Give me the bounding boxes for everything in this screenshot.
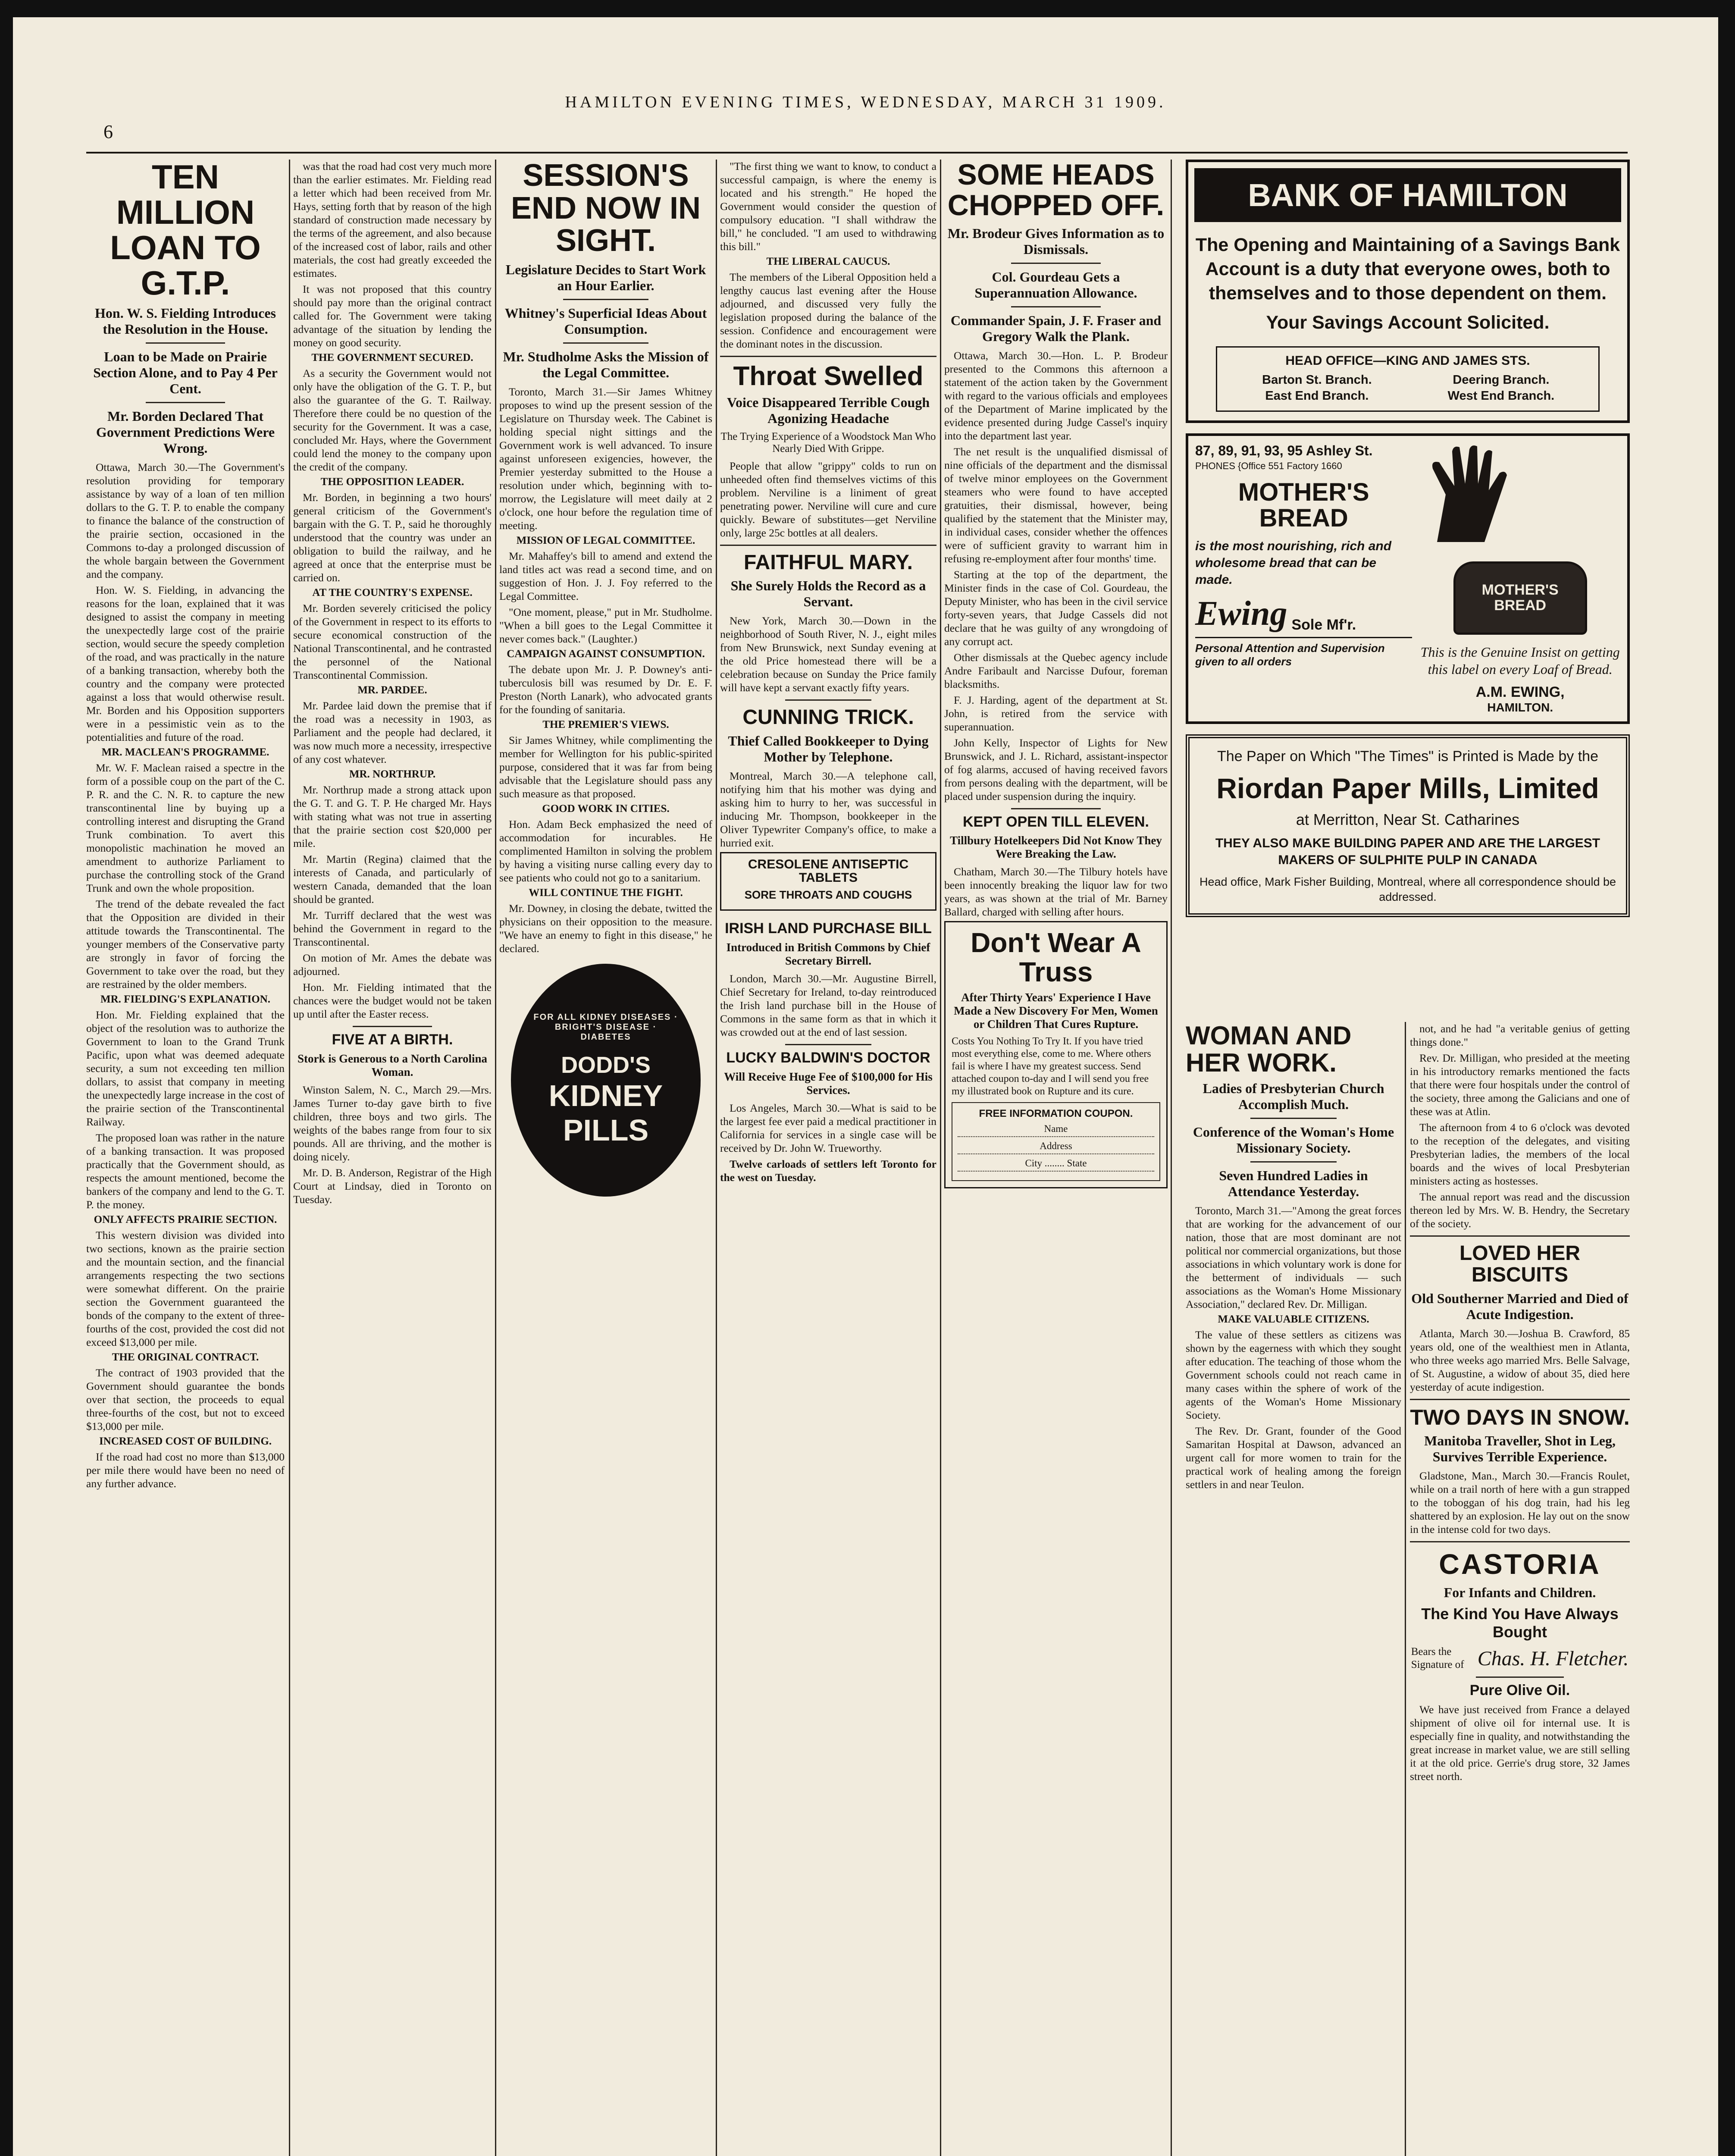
subhead: THE LIBERAL CAUCUS. bbox=[766, 256, 890, 267]
column-1 bbox=[86, 160, 285, 2156]
paragraph: The annual report was read and the discussion thereon led by Mrs. W. B. Hendry, the Secretary of the society. bbox=[1410, 1191, 1630, 1230]
story-headline: IRISH LAND PURCHASE BILL bbox=[725, 920, 932, 937]
divider bbox=[563, 299, 648, 300]
deck: Tillbury Hotelkeepers Did Not Know They Were Breaking the Law. bbox=[950, 834, 1162, 861]
deck: Whitney's Superficial Ideas About Consumption. bbox=[504, 305, 707, 337]
ad-brand: DODD'S bbox=[561, 1052, 651, 1078]
ad-headline: Don't Wear A Truss bbox=[971, 927, 1141, 987]
column-6a bbox=[1186, 1022, 1401, 2156]
bank-office: HEAD OFFICE—KING AND JAMES STS. bbox=[1285, 353, 1530, 368]
subhead: MR. MACLEAN'S PROGRAMME. bbox=[101, 746, 269, 758]
divider bbox=[1250, 1118, 1337, 1119]
column-divider bbox=[1171, 160, 1172, 2156]
paragraph: Mr. W. F. Maclean raised a spectre in the form of a possible coup on the part of the C. P. R. and the C. N. R. to capture the new transcontinental line by buying up a controlling interest and disrupting the Grand Trunk combination. To avert this monopolistic machination he moved an amendment to authorize Parliament to purchase the controlling stock of the Grand Trunk and own the whole proposition. bbox=[86, 761, 285, 894]
subhead: THE GOVERNMENT SECURED. bbox=[311, 352, 473, 364]
subhead: THE OPPOSITION LEADER. bbox=[320, 476, 464, 488]
story-headline: Pure Olive Oil. bbox=[1469, 1682, 1570, 1699]
ad-deck: After Thirty Years' Experience I Have Made a New Discovery For Men, Women or Children That Cures Rupture. bbox=[954, 990, 1158, 1031]
bread-sole-mfr: Sole Mf'r. bbox=[1291, 617, 1356, 633]
deck: Manitoba Traveller, Shot in Leg, Survives Terrible Experience. bbox=[1424, 1433, 1616, 1465]
bank-of-hamilton-ad bbox=[1186, 160, 1630, 423]
ad-deck: Voice Disappeared Terrible Cough Agonizing Headache bbox=[727, 395, 930, 426]
column-divider bbox=[495, 160, 496, 2156]
paragraph: "The first thing we want to know, to conduct a successful campaign, is where the enemy is located and his strength." He hoped the Government would consider the question of compulsory education. "I shall withdraw the bill," he concluded. "I am used to withdrawing this bill." bbox=[720, 160, 936, 253]
branch: West End Branch. bbox=[1447, 389, 1555, 403]
newspaper-page bbox=[13, 17, 1718, 2156]
subhead: WILL CONTINUE THE FIGHT. bbox=[529, 887, 683, 899]
paragraph: The trend of the debate revealed the fact that the Opposition are divided in their attitude towards the Transcontinental. The younger members of the Conservative party are strongly in favor of forcing the Government to take over the road, but they are restrained by the older members. bbox=[86, 897, 285, 990]
deck: Mr. Brodeur Gives Information as to Dismissals. bbox=[947, 225, 1165, 257]
riordan-office: Head office, Mark Fisher Building, Montreal, where all correspondence should be addressed. bbox=[1199, 875, 1616, 903]
paragraph: Twelve carloads of settlers left Toronto for the west on Tuesday. bbox=[720, 1157, 936, 1184]
castoria-ad-title: CASTORIA bbox=[1439, 1548, 1601, 1580]
castoria-signature: Chas. H. Fletcher. bbox=[1477, 1647, 1629, 1670]
paragraph: The proposed loan was rather in the nature of a banking transaction. It was proposed practically that the Government should, as respects the amount mentioned, become the bankers of the company and lend to the G. T. P. the money. bbox=[86, 1131, 285, 1211]
riordan-intro: The Paper on Which "The Times" is Printed is Made by the bbox=[1217, 748, 1598, 765]
coupon-name-field: Name bbox=[958, 1123, 1154, 1137]
paragraph: It was not proposed that this country should pay more than the original contract called for. The Government were taking advantage of the situation by lending the money on good security. bbox=[293, 283, 492, 349]
subhead: MAKE VALUABLE CITIZENS. bbox=[1218, 1313, 1369, 1325]
paragraph: Mr. Downey, in closing the debate, twitted the physicians on their opposition to the measure. "We have an enemy to fight in this disease," he declared. bbox=[499, 902, 712, 955]
divider bbox=[1410, 1235, 1630, 1237]
deck: Will Receive Huge Fee of $100,000 for His Services. bbox=[724, 1070, 933, 1097]
castoria-bears: Bears the Signature of bbox=[1411, 1646, 1464, 1671]
paragraph: The value of these settlers as citizens was shown by the eagerness with which they sought after education. The teaching of those whom the Government schools could not reach came in many cases within the sphere of work of the agents of the Woman's Home Missionary Society. bbox=[1186, 1329, 1401, 1421]
divider bbox=[785, 1044, 872, 1045]
subhead: AT THE COUNTRY'S EXPENSE. bbox=[312, 587, 473, 599]
deck: Introduced in British Commons by Chief Secretary Birrell. bbox=[726, 940, 930, 967]
deck: She Surely Holds the Record as a Servant. bbox=[730, 578, 926, 610]
ad-body: Costs You Nothing To Try It. If you have tried most everything else, come to me. Where others fail is where I have my greatest success. Send attached coupon to-day and I will send you free my illustrated book on Rupture and its cure. bbox=[952, 1035, 1151, 1097]
deck: Hon. W. S. Fielding Introduces the Resolution in the House. bbox=[95, 305, 276, 337]
paragraph: Mr. Northrup made a strong attack upon the G. T. and G. T. P. He charged Mr. Hays with stating what was not true in asserting that the prairie section cost $20,000 per mile. bbox=[293, 783, 492, 849]
column-2 bbox=[293, 160, 492, 2156]
bank-body: The Opening and Maintaining of a Savings Bank Account is a duty that everyone owes, both to themselves and to those dependent on them. bbox=[1195, 235, 1620, 304]
paragraph: If the road had cost no more than $13,000 per mile there would have been no need of any further advance. bbox=[86, 1450, 285, 1490]
paragraph: Rev. Dr. Milligan, who presided at the meeting in his introductory remarks mentioned the facts that there were four hospitals under the control of the society, three among the Galicians and one of these was at Atlin. bbox=[1410, 1052, 1630, 1118]
castoria-tagline: The Kind You Have Always Bought bbox=[1421, 1605, 1619, 1641]
deck: Seven Hundred Ladies in Attendance Yesterday. bbox=[1219, 1168, 1368, 1199]
story-headline: CUNNING TRICK. bbox=[742, 706, 914, 729]
paragraph: not, and he had "a veritable genius of getting things done." bbox=[1410, 1022, 1630, 1048]
paragraph: F. J. Harding, agent of the department at St. John, is retired from the service with superannuation. bbox=[944, 693, 1168, 733]
divider bbox=[146, 402, 225, 403]
subhead: ONLY AFFECTS PRAIRIE SECTION. bbox=[94, 1213, 277, 1225]
paragraph: Mr. Borden severely criticised the policy of the Government in respect to its efforts to secure economical construction of the National Transcontinental, and he contrasted the personnel of the National Transcontinental Commission. bbox=[293, 602, 492, 681]
divider bbox=[1011, 263, 1100, 264]
branch-table bbox=[1223, 372, 1592, 404]
subhead: MISSION OF LEGAL COMMITTEE. bbox=[516, 534, 695, 546]
bread-address: 87, 89, 91, 93, 95 Ashley St. bbox=[1195, 442, 1373, 458]
story-headline: FIVE AT A BIRTH. bbox=[332, 1031, 453, 1048]
deck: Thief Called Bookkeeper to Dying Mother by Telephone. bbox=[728, 733, 929, 765]
bread-personal: Personal Attention and Supervision given to all orders bbox=[1195, 637, 1412, 668]
bread-phones: PHONES {Office 551 Factory 1660 bbox=[1195, 460, 1342, 471]
paragraph: The net result is the unqualified dismissal of nine officials of the department and the dismissal of twelve minor employees on the Government steamers who were found to have accepted gratuities, their dismissal, however, being qualified by the statement that the Minister may, in individual cases, consider whether the offences were of sufficient gravity to warrant him in refusing re-employment after four months' time. bbox=[944, 445, 1168, 565]
paragraph: Ottawa, March 30.—Hon. L. P. Brodeur presented to the Commons this afternoon a statement of the action taken by the Government with regard to the various officials and employees of the Department of Marine implicated by the evidence presented during Judge Cassel's inquiry into the department last year. bbox=[944, 349, 1168, 442]
headline: SESSION'S END NOW IN SIGHT. bbox=[511, 160, 701, 258]
paragraph: Gladstone, Man., March 30.—Francis Roulet, while on a trail north of here with a gun strapped to the toboggan of his dog train, had his leg shattered by an explosion. He lay out on the snow in the intense cold for two days. bbox=[1410, 1470, 1630, 1536]
paragraph: Mr. Pardee laid down the premise that if the road was a necessity in 1903, as Parliament and the people had declared, it was now much more a necessity, irrespective of any cost whatever. bbox=[293, 699, 492, 765]
paragraph: Toronto, March 31.—"Among the great forces that are working for the advancement of our nation, those that are most dominant are not political nor commercial organizations, but those associations in which voluntary work is done for the betterment of individuals — such associations as the Woman's Home Missionary Association," declared Rev. Dr. Milligan. bbox=[1186, 1204, 1401, 1310]
page-number: 6 bbox=[103, 121, 113, 142]
divider bbox=[1476, 1677, 1564, 1678]
paragraph: John Kelly, Inspector of Lights for New Brunswick, and J. L. Richard, assistant-inspector of fog alarms, accused of having received favors from persons dealing with the department, will be placed under suspension during the inquiry. bbox=[944, 736, 1168, 802]
divider bbox=[720, 356, 936, 357]
paragraph: Mr. Turriff declared that the west was behind the Government in regard to the Transcontinental. bbox=[293, 909, 492, 948]
riordan-products: THEY ALSO MAKE BUILDING PAPER AND ARE THE LARGEST MAKERS OF SULPHITE PULP IN CANADA bbox=[1215, 836, 1600, 867]
ad-headline: Throat Swelled bbox=[733, 361, 924, 391]
paragraph: Other dismissals at the Quebec agency include Andre Faribault and Narcisse Dufour, foreman blacksmiths. bbox=[944, 651, 1168, 690]
paragraph: Starting at the top of the department, the Minister finds in the case of Col. Gourdeau, the Deputy Minister, who has been in the civil service forty-seven years, that Judge Cassels did not declare that he was guilty of any wrongdoing of any corrupt act. bbox=[944, 568, 1168, 648]
bread-label: MOTHER'S BREAD bbox=[1453, 561, 1587, 635]
paragraph: Hon. Mr. Fielding intimated that the chances were the budget would not be taken up until after the Easter recess. bbox=[293, 981, 492, 1020]
headline: SOME HEADS CHOPPED OFF. bbox=[947, 160, 1165, 222]
deck: Legislature Decides to Start Work an Hour Earlier. bbox=[505, 261, 706, 293]
divider bbox=[1410, 1399, 1630, 1400]
deck: Old Southerner Married and Died of Acute Indigestion. bbox=[1411, 1290, 1629, 1322]
paragraph: Chatham, March 30.—The Tilbury hotels have been innocently breaking the liquor law for two years, as was shown at the trial of Mr. Barney Ballard, charged with selling after hours. bbox=[944, 865, 1168, 918]
paragraph: was that the road had cost very much more than the earlier estimates. Mr. Fielding read a letter which had been received from Mr. Hays, setting forth that by reason of the high standard of construction made necessary by the terms of the agreement, and also because of the increased cost of labor, rails and other materials, the cost had greatly exceeded the estimates. bbox=[293, 160, 492, 279]
column-5 bbox=[944, 160, 1168, 2156]
subhead: THE ORIGINAL CONTRACT. bbox=[112, 1351, 259, 1363]
bread-title: MOTHER'S BREAD bbox=[1238, 478, 1369, 533]
castoria-sub: For Infants and Children. bbox=[1444, 1585, 1596, 1601]
deck: Commander Spain, J. F. Fraser and Gregory Walk the Plank. bbox=[950, 312, 1162, 344]
divider bbox=[1410, 1541, 1630, 1542]
kidney-pills-ad bbox=[511, 964, 701, 1197]
column-6b bbox=[1410, 1022, 1630, 2156]
column-divider bbox=[289, 160, 290, 2156]
subhead: MR. PARDEE. bbox=[357, 684, 427, 696]
paragraph: Hon. Adam Beck emphasized the need of accommodation for incurables. He complimented Hamilton in solving the problem by having a visiting nurse calling every day to see patients who could not go to a sanitarium. bbox=[499, 818, 712, 884]
paragraph: The members of the Liberal Opposition held a lengthy caucus last evening after the House adjourned, and discussed very fully the legislation proposed during the balance of the session. Confidence and encouragement were the dominant notes in the discussion. bbox=[720, 271, 936, 350]
ad-brand: PILLS bbox=[563, 1113, 649, 1147]
masthead-rule bbox=[86, 152, 1628, 154]
divider bbox=[563, 342, 648, 344]
story-headline: TWO DAYS IN SNOW. bbox=[1410, 1405, 1630, 1429]
deck: Mr. Studholme Asks the Mission of the Legal Committee. bbox=[503, 348, 709, 380]
hand-icon bbox=[1420, 443, 1515, 546]
paragraph: The Rev. Dr. Grant, founder of the Good Samaritan Hospital at Dawson, advanced an urgent call for more women to train for the practical work of healing among the foreign settlers in and near Teulon. bbox=[1186, 1425, 1401, 1491]
headline: TEN MILLION LOAN TO G.T.P. bbox=[110, 160, 261, 302]
bread-maker: A.M. EWING, bbox=[1475, 683, 1565, 700]
coupon bbox=[952, 1102, 1160, 1181]
paragraph: People that allow "grippy" colds to run on unheeded often find themselves victims of this problem. Nerviline is a liniment of great penetrating power. Nerviline will cure and cure quickly. Beware of substitutes—get Nerviline only, large 25c bottles at all dealers. bbox=[720, 460, 936, 539]
paragraph: Mr. Mahaffey's bill to amend and extend the land titles act was read a second time, and on suggestion of Hon. J. J. Foy referred to the Legal Committee. bbox=[499, 549, 712, 602]
paragraph: "One moment, please," put in Mr. Studholme. "When a bill goes to the Legal Committee it never comes back." (Laughter.) bbox=[499, 605, 712, 645]
divider bbox=[353, 1026, 432, 1027]
paragraph: Toronto, March 31.—Sir James Whitney proposes to wind up the present session of the Legislature on Thursday week. The Cabinet is holding special night sittings and the Government work is well advanced. To insure against unforeseen exigencies, however, the Premier yesterday submitted to the House a resolution under which, beginning with to-morrow, the Legislature will meet daily at 2 o'clock, one hour before the regulation time of meeting. bbox=[499, 385, 712, 532]
cresolene-ad bbox=[720, 852, 936, 911]
subhead: THE PREMIER'S VIEWS. bbox=[542, 718, 669, 730]
ad-ring-text: FOR ALL KIDNEY DISEASES · BRIGHT'S DISEASE · DIABETES bbox=[533, 1012, 678, 1042]
subhead: MR. FIELDING'S EXPLANATION. bbox=[100, 993, 271, 1005]
riordan-paper-ad bbox=[1186, 734, 1630, 917]
divider bbox=[720, 545, 936, 546]
column-divider bbox=[940, 160, 941, 2156]
bread-genuine: This is the Genuine Insist on getting this label on every Loaf of Bread. bbox=[1420, 644, 1620, 677]
deck: Ladies of Presbyterian Church Accomplish Much. bbox=[1203, 1081, 1384, 1112]
column-4 bbox=[720, 160, 936, 2156]
paragraph: Mr. D. B. Anderson, Registrar of the High Court at Lindsay, died in Toronto on Tuesday. bbox=[293, 1166, 492, 1206]
paragraph: Hon. W. S. Fielding, in advancing the reasons for the loan, explained that it was designed to assist the company in meeting the unexpectedly large cost of the prairie section, would secure the speedy completion of the road, and was practically in the nature of a banking transaction, whereby both the country and the company were protected against a loss that would otherwise result. Mr. Borden and his Opposition supporters were in a pessimistic vein as to the potentialities and future of the road. bbox=[86, 583, 285, 743]
bread-city: HAMILTON. bbox=[1487, 700, 1553, 714]
ad-deck: The Trying Experience of a Woodstock Man Who Nearly Died With Grippe. bbox=[720, 431, 936, 455]
paragraph: Mr. Martin (Regina) claimed that the interests of Canada, and particularly of western Canada, demanded that the loan should be granted. bbox=[293, 853, 492, 906]
ad-headline: CRESOLENE ANTISEPTIC TABLETS bbox=[748, 857, 909, 885]
deck: Col. Gourdeau Gets a Superannuation Allowance. bbox=[974, 269, 1137, 301]
paragraph: Montreal, March 30.—A telephone call, notifying him that his mother was dying and asking him to hurry to her, was successful in inducing Mr. Thompson, bookkeeper in the Oliver Typewriter Company's office, to make a hurried exit. bbox=[720, 769, 936, 849]
coupon-title: FREE INFORMATION COUPON. bbox=[979, 1107, 1133, 1119]
ads-column bbox=[1186, 160, 1630, 979]
bank-title: BANK OF HAMILTON bbox=[1194, 168, 1621, 222]
paragraph: Ottawa, March 30.—The Government's resolution providing for temporary assistance by way of a loan of ten million dollars to the G. T. P. to enable the company to finance the balance of the construction of the prairie section, occasioned in the Commons to-day a prolonged discussion of the whole bargain between the Government and the company. bbox=[86, 461, 285, 580]
paragraph: Sir James Whitney, while complimenting the member for Wellington for his public-spirited purpose, considered that it was far from being advisable that the Legislature should pass any such measure as that proposed. bbox=[499, 733, 712, 800]
ad-sub: SORE THROATS AND COUGHS bbox=[744, 888, 912, 901]
ad-brand: KIDNEY bbox=[548, 1079, 663, 1113]
paragraph: The debate upon Mr. J. P. Downey's anti-tuberculosis bill was resumed by Dr. E. F. Preston (North Lanark), who advocated grants for the founding of sanitaria. bbox=[499, 663, 712, 716]
paragraph: Hon. Mr. Fielding explained that the object of the resolution was to authorize the Government to loan to the Grand Trunk Pacific, upon what was deemed adequate security, a sum not exceeding ten million dollars, to assist that company in meeting the unexpectedly large increase in the cost of the prairie section of the Transcontinental Railway. bbox=[86, 1008, 285, 1128]
column-divider bbox=[1405, 1022, 1406, 2156]
paragraph: This western division was divided into two sections, known as the prairie section and the mountain section, and the financial arrangements respecting the two sections were somewhat different. On the prairie section the Government guaranteed the bonds of the company to the extent of three-fourths of the cost, provided the cost did not exceed $13,000 per mile. bbox=[86, 1228, 285, 1348]
paragraph: New York, March 30.—Down in the neighborhood of South River, N. J., eight miles from New Brunswick, next Sunday evening at the old Price homestead there will be a celebration because on Sunday the Price family will have kept a servant exactly fifty years. bbox=[720, 614, 936, 694]
paragraph: Los Angeles, March 30.—What is said to be the largest fee ever paid a medical practitioner in California for services in a single case will be received by Dr. John W. Trueworthy. bbox=[720, 1101, 936, 1154]
paragraph: Winston Salem, N. C., March 29.—Mrs. James Turner to-day gave birth to five children, three boys and two girls. The weights of the babes range from four to six pounds. All are thriving, and the mother is doing nicely. bbox=[293, 1083, 492, 1163]
riordan-name: Riordan Paper Mills, Limited bbox=[1216, 772, 1599, 804]
paragraph: As a security the Government would not only have the obligation of the G. T. P., but also the guarantee of the G. T. Railway. Therefore there could be no question of the security for the Government. It was a case, concluded Mr. Hays, where the Government could lend the money to the company upon the credit of the company. bbox=[293, 367, 492, 473]
divider bbox=[1250, 1161, 1337, 1163]
deck: Conference of the Woman's Home Missionary Society. bbox=[1193, 1124, 1394, 1156]
paragraph: London, March 30.—Mr. Augustine Birrell, Chief Secretary for Ireland, to-day reintroduced the Irish land purchase bill in the House of Commons in the same form as that in which it was crowded out at the end of last session. bbox=[720, 972, 936, 1038]
column-3 bbox=[499, 160, 712, 2156]
divider bbox=[1011, 306, 1100, 307]
paragraph: Mr. Borden, in beginning a two hours' general criticism of the Government's bargain with the G. T. P., said he thoroughly understood that the country was under an obligation to build the railway, and he agreed at once that the enterprise must be carried on. bbox=[293, 491, 492, 584]
branch: Deering Branch. bbox=[1453, 373, 1550, 387]
bread-description: is the most nourishing, rich and wholesome bread that can be made. bbox=[1195, 539, 1392, 587]
divider bbox=[1011, 808, 1100, 809]
deck: Stork is Generous to a North Carolina Woman. bbox=[297, 1052, 487, 1078]
story-headline: LOVED HER BISCUITS bbox=[1459, 1242, 1581, 1287]
subhead: CAMPAIGN AGAINST CONSUMPTION. bbox=[507, 648, 705, 660]
bread-maker-name: Ewing bbox=[1195, 595, 1287, 633]
mothers-bread-ad bbox=[1186, 433, 1630, 724]
subhead: MR. NORTHRUP. bbox=[349, 768, 436, 780]
divider bbox=[146, 342, 225, 344]
paragraph: On motion of Mr. Ames the debate was adjourned. bbox=[293, 952, 492, 978]
story-headline: FAITHFUL MARY. bbox=[744, 551, 913, 574]
branch: Barton St. Branch. bbox=[1262, 373, 1372, 387]
story-headline: KEPT OPEN TILL ELEVEN. bbox=[963, 813, 1149, 830]
riordan-location: at Merritton, Near St. Catharines bbox=[1296, 810, 1520, 828]
paragraph: Atlanta, March 30.—Joshua B. Crawford, 85 years old, one of the wealthiest men in Atlanta, who three weeks ago married Mrs. Belle Salvage, of St. Augustine, a widow of about 35, died here yesterday of acute indigestion. bbox=[1410, 1327, 1630, 1393]
subhead: GOOD WORK IN CITIES. bbox=[542, 802, 670, 815]
paragraph: The afternoon from 4 to 6 o'clock was devoted to the reception of the delegates, and visiting Presbyterian ladies, the members of the local boards and the wives of local Presbyterian ministers acting as hostesses. bbox=[1410, 1121, 1630, 1187]
coupon-address-field: Address bbox=[958, 1141, 1154, 1154]
deck: Loan to be Made on Prairie Section Alone, and to Pay 4 Per Cent. bbox=[93, 348, 278, 396]
story-headline: LUCKY BALDWIN'S DOCTOR bbox=[726, 1049, 930, 1066]
headline: WOMAN AND HER WORK. bbox=[1186, 1022, 1352, 1077]
divider bbox=[785, 699, 872, 701]
branch: East End Branch. bbox=[1265, 389, 1369, 403]
masthead: HAMILTON EVENING TIMES, WEDNESDAY, MARCH 31 1909. bbox=[565, 93, 1166, 111]
paragraph: The contract of 1903 provided that the Government should guarantee the bonds over that section, the proceeds to equal three-fourths of the cost, but not to exceed $13,000 per mile. bbox=[86, 1366, 285, 1432]
column-divider bbox=[716, 160, 717, 2156]
bank-tagline: Your Savings Account Solicited. bbox=[1266, 312, 1550, 333]
truss-ad bbox=[944, 921, 1168, 1188]
subhead: INCREASED COST OF BUILDING. bbox=[99, 1435, 272, 1447]
coupon-city-field: City ........ State bbox=[958, 1158, 1154, 1172]
bank-branches bbox=[1216, 346, 1600, 412]
paragraph: We have just received from France a delayed shipment of olive oil for internal use. It is especially fine in quality, and notwithstanding the great increase in market value, we are still selling it at the old price. Gerrie's drug store, 32 James street north. bbox=[1410, 1703, 1630, 1783]
deck: Mr. Borden Declared That Government Predictions Were Wrong. bbox=[96, 408, 275, 456]
